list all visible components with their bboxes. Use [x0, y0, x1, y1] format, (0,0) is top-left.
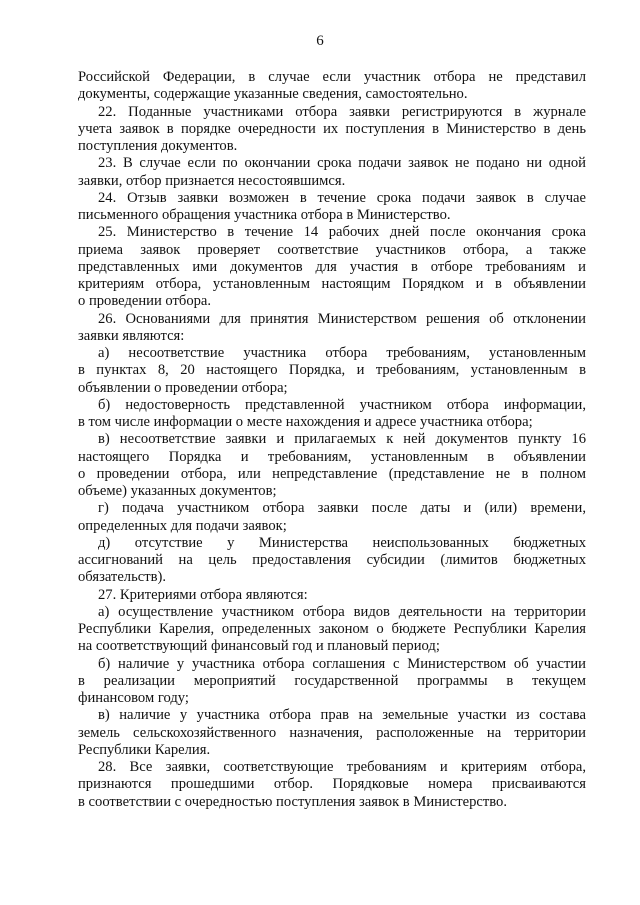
- text-line: д) отсутствие у Министерства неиспользованных бюджетных: [98, 534, 586, 551]
- text-line: в реализации мероприятий государственной программы в текущем: [78, 672, 586, 689]
- text-line: поступления документов.: [78, 138, 238, 154]
- paragraph-26d: [78, 535, 586, 587]
- text-line: 24. Отзыв заявки возможен в течение срока подачи заявок в случае: [98, 189, 586, 206]
- text-line: критериям отбора, установленным настоящим Порядком и в объявлении: [78, 276, 586, 292]
- text-line: заявки, отбор признается несостоявшимся.: [78, 172, 346, 189]
- text-line: 23. В случае если по окончании срока подачи заявок не подано ни одной: [98, 155, 586, 172]
- text-line: признаются прошедшими отбор. Порядковые номера присваиваются: [78, 776, 586, 793]
- text-line: на соответствующий финансовый год и плановый период;: [78, 638, 440, 655]
- text-line: б) наличие у участника отбора соглашения с Министерством об участии: [98, 655, 586, 672]
- paragraph-28: [78, 759, 586, 811]
- text-line: обязательств).: [78, 569, 166, 586]
- text-line: учета заявок в порядке очередности их поступления в Министерство в день: [78, 120, 586, 137]
- text-line: документы, содержащие указанные сведения, самостоятельно.: [78, 86, 468, 103]
- text-line: в том числе информации о месте нахождения и адресе участника отбора;: [78, 414, 533, 430]
- text-line: ассигнований на цель предоставления субсидии (лимитов бюджетных: [78, 552, 586, 568]
- paragraph-24: [78, 190, 586, 225]
- text-line: приема заявок проверяет соответствие участников отбора, а также: [78, 241, 586, 258]
- text-line: 28. Все заявки, соответствующие требованиям и критериям отбора,: [98, 759, 586, 775]
- text-line: б) недостоверность представленной участником отбора информации,: [98, 396, 586, 413]
- text-line: объявлении о проведении отбора;: [78, 379, 288, 396]
- text-line: финансовом году;: [78, 690, 189, 706]
- text-line: 22. Поданные участниками отбора заявки регистрируются в журнале: [98, 103, 586, 120]
- paragraph-cont: [78, 69, 586, 104]
- text-line: в) несоответствие заявки и прилагаемых к ней документов пункту 16: [98, 431, 586, 448]
- text-line: а) несоответствие участника отбора требованиям, установленным: [98, 345, 586, 361]
- text-line: а) осуществление участником отбора видов деятельности на территории: [98, 603, 586, 620]
- text-line: 27. Критериями отбора являются:: [98, 586, 308, 603]
- paragraph-26b: [78, 397, 586, 432]
- text-line: Российской Федерации, в случае если участник отбора не представил: [78, 69, 586, 85]
- text-line: настоящего Порядка и требованиям, установленным в объявлении: [78, 448, 586, 465]
- paragraph-26g: [78, 500, 586, 535]
- text-line: Республики Карелия, определенных законом о бюджете Республики Карелия: [78, 621, 586, 637]
- text-line: письменного обращения участника отбора в Министерство.: [78, 207, 451, 223]
- text-line: в) наличие у участника отбора прав на земельные участки из состава: [98, 707, 586, 724]
- paragraph-26: [78, 311, 586, 346]
- text-line: объеме) указанных документов;: [78, 483, 277, 499]
- paragraph-26v: [78, 431, 586, 500]
- paragraph-27b: [78, 656, 586, 708]
- text-line: о проведении отбора.: [78, 293, 212, 310]
- text-line: г) подача участником отбора заявки после даты и (или) времени,: [98, 500, 586, 517]
- paragraph-27: [78, 587, 586, 604]
- text-line: определенных для подачи заявок;: [78, 517, 287, 534]
- paragraph-26a: [78, 345, 586, 397]
- paragraph-27a: [78, 604, 586, 656]
- text-line: в соответствии с очередностью поступления заявок в Министерство.: [78, 793, 507, 810]
- paragraph-23: [78, 155, 586, 190]
- page-number: 6: [316, 33, 324, 49]
- paragraph-25: [78, 224, 586, 310]
- text-line: в пунктах 8, 20 настоящего Порядка, и требованиям, установленным в: [78, 362, 586, 379]
- text-line: земель сельскохозяйственного назначения, расположенные на территории: [78, 724, 586, 741]
- text-line: 25. Министерство в течение 14 рабочих дней после окончания срока: [98, 224, 586, 241]
- text-line: заявки являются:: [78, 327, 185, 344]
- paragraph-27v: [78, 707, 586, 759]
- text-line: о проведении отбора, или непредставление (представление не в полном: [78, 465, 586, 482]
- paragraph-22: [78, 104, 586, 156]
- text-line: представленных ими документов для участия в отборе требованиям и: [78, 258, 586, 275]
- document-body: [78, 69, 586, 811]
- text-line: 26. Основаниями для принятия Министерством решения об отклонении: [98, 310, 586, 327]
- text-line: Республики Карелия.: [78, 741, 211, 758]
